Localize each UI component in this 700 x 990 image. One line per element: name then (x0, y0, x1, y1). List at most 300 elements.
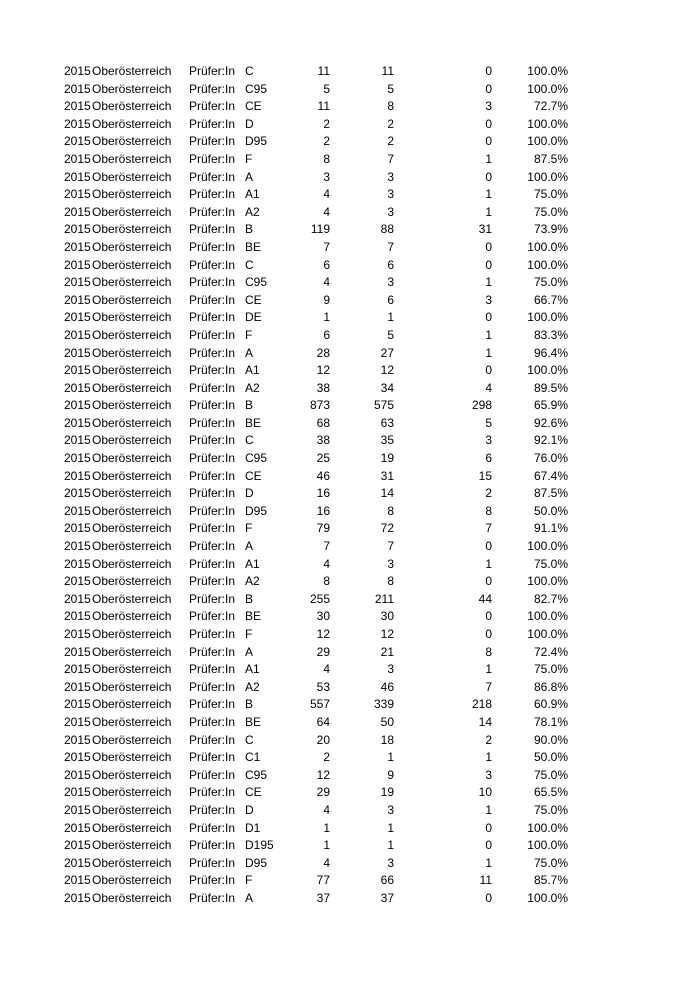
table-row (0, 556, 700, 574)
failed-cell: 1 (485, 204, 492, 219)
failed-cell: 4 (485, 380, 492, 395)
passed-cell: 3 (387, 275, 394, 290)
table-row (0, 309, 700, 327)
license-class-cell: BE (245, 239, 262, 254)
table-row (0, 696, 700, 714)
table-row (0, 274, 700, 292)
total-cell: 68 (316, 415, 330, 430)
passed-cell: 35 (380, 433, 394, 448)
passed-cell: 37 (380, 890, 394, 905)
pass-rate-cell: 65.9% (533, 398, 568, 413)
failed-cell: 0 (485, 627, 492, 641)
license-class-cell: D95 (245, 855, 268, 870)
total-cell: 1 (323, 820, 330, 835)
license-class-cell: B (245, 591, 254, 606)
year-cell: 2015 (64, 64, 91, 78)
total-cell: 4 (323, 662, 330, 677)
year-cell: 2015 (64, 767, 91, 782)
table-row (0, 503, 700, 521)
pass-rate-cell: 60.9% (533, 697, 568, 712)
license-class-cell: A1 (245, 363, 260, 378)
passed-cell: 1 (387, 838, 394, 853)
failed-cell: 0 (485, 838, 492, 853)
license-class-cell: A (245, 644, 254, 659)
pass-rate-cell: 50.0% (533, 750, 568, 765)
role-cell: Prüfer:In (189, 327, 236, 342)
total-cell: 3 (323, 169, 330, 184)
failed-cell: 1 (485, 750, 492, 765)
region-cell: Oberösterreich (92, 732, 172, 747)
passed-cell: 31 (380, 468, 394, 483)
license-class-cell: C (245, 732, 254, 747)
year-cell: 2015 (64, 451, 91, 466)
license-class-cell: A2 (245, 574, 260, 589)
passed-cell: 14 (380, 486, 394, 501)
role-cell: Prüfer:In (189, 257, 236, 272)
role-cell: Prüfer:In (189, 521, 236, 536)
role-cell: Prüfer:In (189, 591, 236, 606)
passed-cell: 7 (387, 239, 394, 254)
passed-cell: 3 (387, 855, 394, 870)
year-cell: 2015 (64, 398, 91, 413)
license-class-cell: D (245, 486, 254, 501)
pass-rate-cell: 85.7% (533, 873, 568, 888)
passed-cell: 3 (387, 556, 394, 571)
region-cell: Oberösterreich (92, 81, 172, 96)
year-cell: 2015 (64, 662, 91, 677)
failed-cell: 1 (485, 275, 492, 290)
pass-rate-cell: 92.6% (533, 415, 568, 430)
role-cell: Prüfer:In (189, 556, 236, 571)
pass-rate-cell: 87.5% (533, 486, 568, 501)
passed-cell: 34 (380, 380, 394, 395)
passed-cell: 7 (387, 151, 394, 166)
role-cell: Prüfer:In (189, 627, 236, 641)
license-class-cell: A2 (245, 679, 260, 694)
region-cell: Oberösterreich (92, 697, 172, 712)
region-cell: Oberösterreich (92, 99, 172, 114)
pass-rate-cell: 75.0% (533, 204, 568, 219)
license-class-cell: A (245, 890, 254, 905)
failed-cell: 7 (485, 679, 492, 694)
year-cell: 2015 (64, 802, 91, 817)
license-class-cell: A2 (245, 204, 260, 219)
table-row (0, 608, 700, 626)
role-cell: Prüfer:In (189, 539, 236, 554)
year-cell: 2015 (64, 503, 91, 518)
role-cell: Prüfer:In (189, 169, 236, 184)
license-class-cell: C (245, 433, 254, 448)
role-cell: Prüfer:In (189, 433, 236, 448)
failed-cell: 0 (485, 257, 492, 272)
region-cell: Oberösterreich (92, 539, 172, 554)
license-class-cell: C1 (245, 750, 261, 765)
license-class-cell: DE (245, 310, 262, 325)
pass-rate-cell: 92.1% (533, 433, 568, 448)
failed-cell: 3 (485, 767, 492, 782)
role-cell: Prüfer:In (189, 134, 236, 149)
role-cell: Prüfer:In (189, 486, 236, 501)
pass-rate-cell: 75.0% (533, 187, 568, 202)
total-cell: 7 (323, 239, 330, 254)
passed-cell: 9 (387, 767, 394, 782)
role-cell: Prüfer:In (189, 785, 236, 800)
pass-rate-cell: 100.0% (527, 239, 568, 254)
license-class-cell: C95 (245, 81, 268, 96)
failed-cell: 44 (478, 591, 492, 606)
passed-cell: 27 (380, 345, 394, 360)
pass-rate-cell: 73.9% (533, 222, 568, 237)
pass-rate-cell: 65.5% (533, 785, 568, 800)
table-row (0, 239, 700, 257)
year-cell: 2015 (64, 345, 91, 360)
license-class-cell: D95 (245, 134, 268, 149)
license-class-cell: F (245, 873, 253, 888)
table-row (0, 520, 700, 538)
pass-rate-cell: 100.0% (527, 627, 568, 641)
role-cell: Prüfer:In (189, 802, 236, 817)
pass-rate-cell: 86.8% (533, 679, 568, 694)
pass-rate-cell: 75.0% (533, 767, 568, 782)
table-row (0, 591, 700, 609)
table-row (0, 133, 700, 151)
region-cell: Oberösterreich (92, 134, 172, 149)
failed-cell: 7 (485, 521, 492, 536)
total-cell: 37 (316, 890, 330, 905)
total-cell: 9 (323, 292, 330, 307)
role-cell: Prüfer:In (189, 81, 236, 96)
region-cell: Oberösterreich (92, 345, 172, 360)
role-cell: Prüfer:In (189, 151, 236, 166)
year-cell: 2015 (64, 556, 91, 571)
pass-rate-cell: 96.4% (533, 345, 568, 360)
year-cell: 2015 (64, 644, 91, 659)
failed-cell: 0 (485, 820, 492, 835)
passed-cell: 575 (373, 398, 394, 413)
passed-cell: 19 (380, 451, 394, 466)
total-cell: 557 (309, 697, 330, 712)
role-cell: Prüfer:In (189, 609, 236, 624)
table-row (0, 802, 700, 820)
license-class-cell: A1 (245, 662, 260, 677)
table-row (0, 169, 700, 187)
license-class-cell: D (245, 802, 254, 817)
passed-cell: 5 (387, 327, 394, 342)
table-row (0, 485, 700, 503)
total-cell: 29 (316, 785, 330, 800)
failed-cell: 8 (485, 503, 492, 518)
role-cell: Prüfer:In (189, 767, 236, 782)
region-cell: Oberösterreich (92, 292, 172, 307)
year-cell: 2015 (64, 750, 91, 765)
failed-cell: 3 (485, 292, 492, 307)
table-row (0, 784, 700, 802)
passed-cell: 6 (387, 292, 394, 307)
passed-cell: 12 (380, 363, 394, 378)
total-cell: 2 (323, 134, 330, 149)
license-class-cell: A (245, 169, 254, 184)
region-cell: Oberösterreich (92, 855, 172, 870)
table-row (0, 468, 700, 486)
table-row (0, 116, 700, 134)
pass-rate-cell: 75.0% (533, 556, 568, 571)
passed-cell: 2 (387, 116, 394, 131)
pass-rate-cell: 100.0% (527, 310, 568, 325)
year-cell: 2015 (64, 855, 91, 870)
total-cell: 4 (323, 275, 330, 290)
failed-cell: 3 (485, 433, 492, 448)
table-row (0, 345, 700, 363)
failed-cell: 8 (485, 644, 492, 659)
region-cell: Oberösterreich (92, 644, 172, 659)
total-cell: 2 (323, 116, 330, 131)
passed-cell: 5 (387, 81, 394, 96)
region-cell: Oberösterreich (92, 890, 172, 905)
table-row (0, 661, 700, 679)
pass-rate-cell: 66.7% (533, 292, 568, 307)
year-cell: 2015 (64, 486, 91, 501)
table-row (0, 644, 700, 662)
passed-cell: 7 (387, 539, 394, 554)
passed-cell: 66 (380, 873, 394, 888)
role-cell: Prüfer:In (189, 503, 236, 518)
pass-rate-cell: 100.0% (527, 363, 568, 378)
spreadsheet-table (0, 63, 700, 908)
table-row (0, 221, 700, 239)
role-cell: Prüfer:In (189, 187, 236, 202)
table-row (0, 626, 700, 644)
failed-cell: 2 (485, 732, 492, 747)
year-cell: 2015 (64, 187, 91, 202)
year-cell: 2015 (64, 310, 91, 325)
region-cell: Oberösterreich (92, 503, 172, 518)
role-cell: Prüfer:In (189, 363, 236, 378)
passed-cell: 11 (381, 64, 394, 78)
role-cell: Prüfer:In (189, 855, 236, 870)
table-row (0, 63, 700, 81)
passed-cell: 211 (374, 591, 394, 606)
total-cell: 38 (316, 433, 330, 448)
table-row (0, 573, 700, 591)
region-cell: Oberösterreich (92, 415, 172, 430)
role-cell: Prüfer:In (189, 468, 236, 483)
pass-rate-cell: 100.0% (527, 169, 568, 184)
year-cell: 2015 (64, 222, 91, 237)
year-cell: 2015 (64, 697, 91, 712)
total-cell: 53 (316, 679, 330, 694)
passed-cell: 1 (387, 820, 394, 835)
table-row (0, 538, 700, 556)
pass-rate-cell: 76.0% (533, 451, 568, 466)
total-cell: 77 (316, 873, 330, 888)
license-class-cell: CE (245, 292, 262, 307)
pass-rate-cell: 83.3% (533, 327, 568, 342)
region-cell: Oberösterreich (92, 820, 172, 835)
table-row (0, 98, 700, 116)
year-cell: 2015 (64, 521, 91, 536)
total-cell: 6 (323, 257, 330, 272)
region-cell: Oberösterreich (92, 239, 172, 254)
failed-cell: 0 (485, 890, 492, 905)
passed-cell: 50 (380, 714, 394, 729)
license-class-cell: D (245, 116, 254, 131)
passed-cell: 18 (380, 732, 394, 747)
pass-rate-cell: 100.0% (527, 64, 568, 78)
total-cell: 28 (316, 345, 330, 360)
table-row (0, 81, 700, 99)
table-row (0, 432, 700, 450)
region-cell: Oberösterreich (92, 187, 172, 202)
year-cell: 2015 (64, 785, 91, 800)
year-cell: 2015 (64, 627, 91, 641)
region-cell: Oberösterreich (92, 802, 172, 817)
failed-cell: 15 (478, 468, 492, 483)
passed-cell: 72 (380, 521, 394, 536)
total-cell: 11 (317, 99, 330, 114)
region-cell: Oberösterreich (92, 627, 172, 641)
role-cell: Prüfer:In (189, 415, 236, 430)
table-row (0, 837, 700, 855)
failed-cell: 298 (471, 398, 492, 413)
table-row (0, 362, 700, 380)
total-cell: 38 (316, 380, 330, 395)
license-class-cell: F (245, 521, 253, 536)
region-cell: Oberösterreich (92, 714, 172, 729)
license-class-cell: C (245, 64, 254, 78)
total-cell: 30 (316, 609, 330, 624)
failed-cell: 0 (485, 116, 492, 131)
total-cell: 16 (316, 486, 330, 501)
table-row (0, 679, 700, 697)
region-cell: Oberösterreich (92, 398, 172, 413)
year-cell: 2015 (64, 204, 91, 219)
pass-rate-cell: 100.0% (527, 81, 568, 96)
table-row (0, 450, 700, 468)
pass-rate-cell: 100.0% (527, 257, 568, 272)
year-cell: 2015 (64, 363, 91, 378)
failed-cell: 11 (479, 873, 492, 888)
region-cell: Oberösterreich (92, 327, 172, 342)
pass-rate-cell: 75.0% (533, 802, 568, 817)
failed-cell: 1 (485, 187, 492, 202)
total-cell: 4 (323, 204, 330, 219)
total-cell: 8 (323, 151, 330, 166)
region-cell: Oberösterreich (92, 116, 172, 131)
region-cell: Oberösterreich (92, 556, 172, 571)
total-cell: 46 (316, 468, 330, 483)
failed-cell: 1 (485, 345, 492, 360)
pass-rate-cell: 100.0% (527, 134, 568, 149)
pass-rate-cell: 100.0% (527, 890, 568, 905)
passed-cell: 8 (387, 503, 394, 518)
table-row (0, 732, 700, 750)
table-row (0, 820, 700, 838)
total-cell: 4 (323, 556, 330, 571)
year-cell: 2015 (64, 890, 91, 905)
pass-rate-cell: 100.0% (527, 116, 568, 131)
pass-rate-cell: 100.0% (527, 820, 568, 835)
license-class-cell: B (245, 697, 254, 712)
role-cell: Prüfer:In (189, 451, 236, 466)
year-cell: 2015 (64, 169, 91, 184)
passed-cell: 6 (387, 257, 394, 272)
year-cell: 2015 (64, 838, 91, 853)
total-cell: 4 (323, 802, 330, 817)
year-cell: 2015 (64, 468, 91, 483)
passed-cell: 3 (387, 802, 394, 817)
region-cell: Oberösterreich (92, 679, 172, 694)
region-cell: Oberösterreich (92, 433, 172, 448)
failed-cell: 1 (485, 855, 492, 870)
passed-cell: 30 (380, 609, 394, 624)
region-cell: Oberösterreich (92, 169, 172, 184)
failed-cell: 5 (485, 415, 492, 430)
passed-cell: 1 (387, 750, 394, 765)
year-cell: 2015 (64, 380, 91, 395)
pass-rate-cell: 78.1% (533, 714, 568, 729)
region-cell: Oberösterreich (92, 767, 172, 782)
pass-rate-cell: 91.1% (533, 521, 568, 536)
table-row (0, 714, 700, 732)
role-cell: Prüfer:In (189, 398, 236, 413)
failed-cell: 1 (485, 151, 492, 166)
year-cell: 2015 (64, 415, 91, 430)
region-cell: Oberösterreich (92, 662, 172, 677)
role-cell: Prüfer:In (189, 697, 236, 712)
role-cell: Prüfer:In (189, 64, 236, 78)
table-row (0, 257, 700, 275)
passed-cell: 12 (380, 627, 394, 641)
total-cell: 1 (323, 310, 330, 325)
year-cell: 2015 (64, 275, 91, 290)
role-cell: Prüfer:In (189, 714, 236, 729)
role-cell: Prüfer:In (189, 345, 236, 360)
role-cell: Prüfer:In (189, 873, 236, 888)
license-class-cell: D195 (245, 838, 274, 853)
pass-rate-cell: 72.4% (533, 644, 568, 659)
license-class-cell: C95 (245, 451, 268, 466)
license-class-cell: CE (245, 99, 262, 114)
license-class-cell: A (245, 345, 254, 360)
total-cell: 873 (309, 398, 330, 413)
role-cell: Prüfer:In (189, 838, 236, 853)
total-cell: 64 (316, 714, 330, 729)
failed-cell: 1 (485, 556, 492, 571)
year-cell: 2015 (64, 99, 91, 114)
role-cell: Prüfer:In (189, 679, 236, 694)
total-cell: 16 (316, 503, 330, 518)
failed-cell: 0 (485, 310, 492, 325)
failed-cell: 1 (485, 802, 492, 817)
total-cell: 12 (316, 363, 330, 378)
total-cell: 7 (323, 539, 330, 554)
year-cell: 2015 (64, 81, 91, 96)
year-cell: 2015 (64, 609, 91, 624)
total-cell: 255 (309, 591, 330, 606)
failed-cell: 0 (485, 169, 492, 184)
role-cell: Prüfer:In (189, 662, 236, 677)
passed-cell: 3 (387, 187, 394, 202)
year-cell: 2015 (64, 134, 91, 149)
license-class-cell: A2 (245, 380, 260, 395)
license-class-cell: BE (245, 609, 262, 624)
role-cell: Prüfer:In (189, 222, 236, 237)
region-cell: Oberösterreich (92, 574, 172, 589)
failed-cell: 0 (485, 539, 492, 554)
passed-cell: 63 (380, 415, 394, 430)
role-cell: Prüfer:In (189, 292, 236, 307)
license-class-cell: A1 (245, 556, 260, 571)
